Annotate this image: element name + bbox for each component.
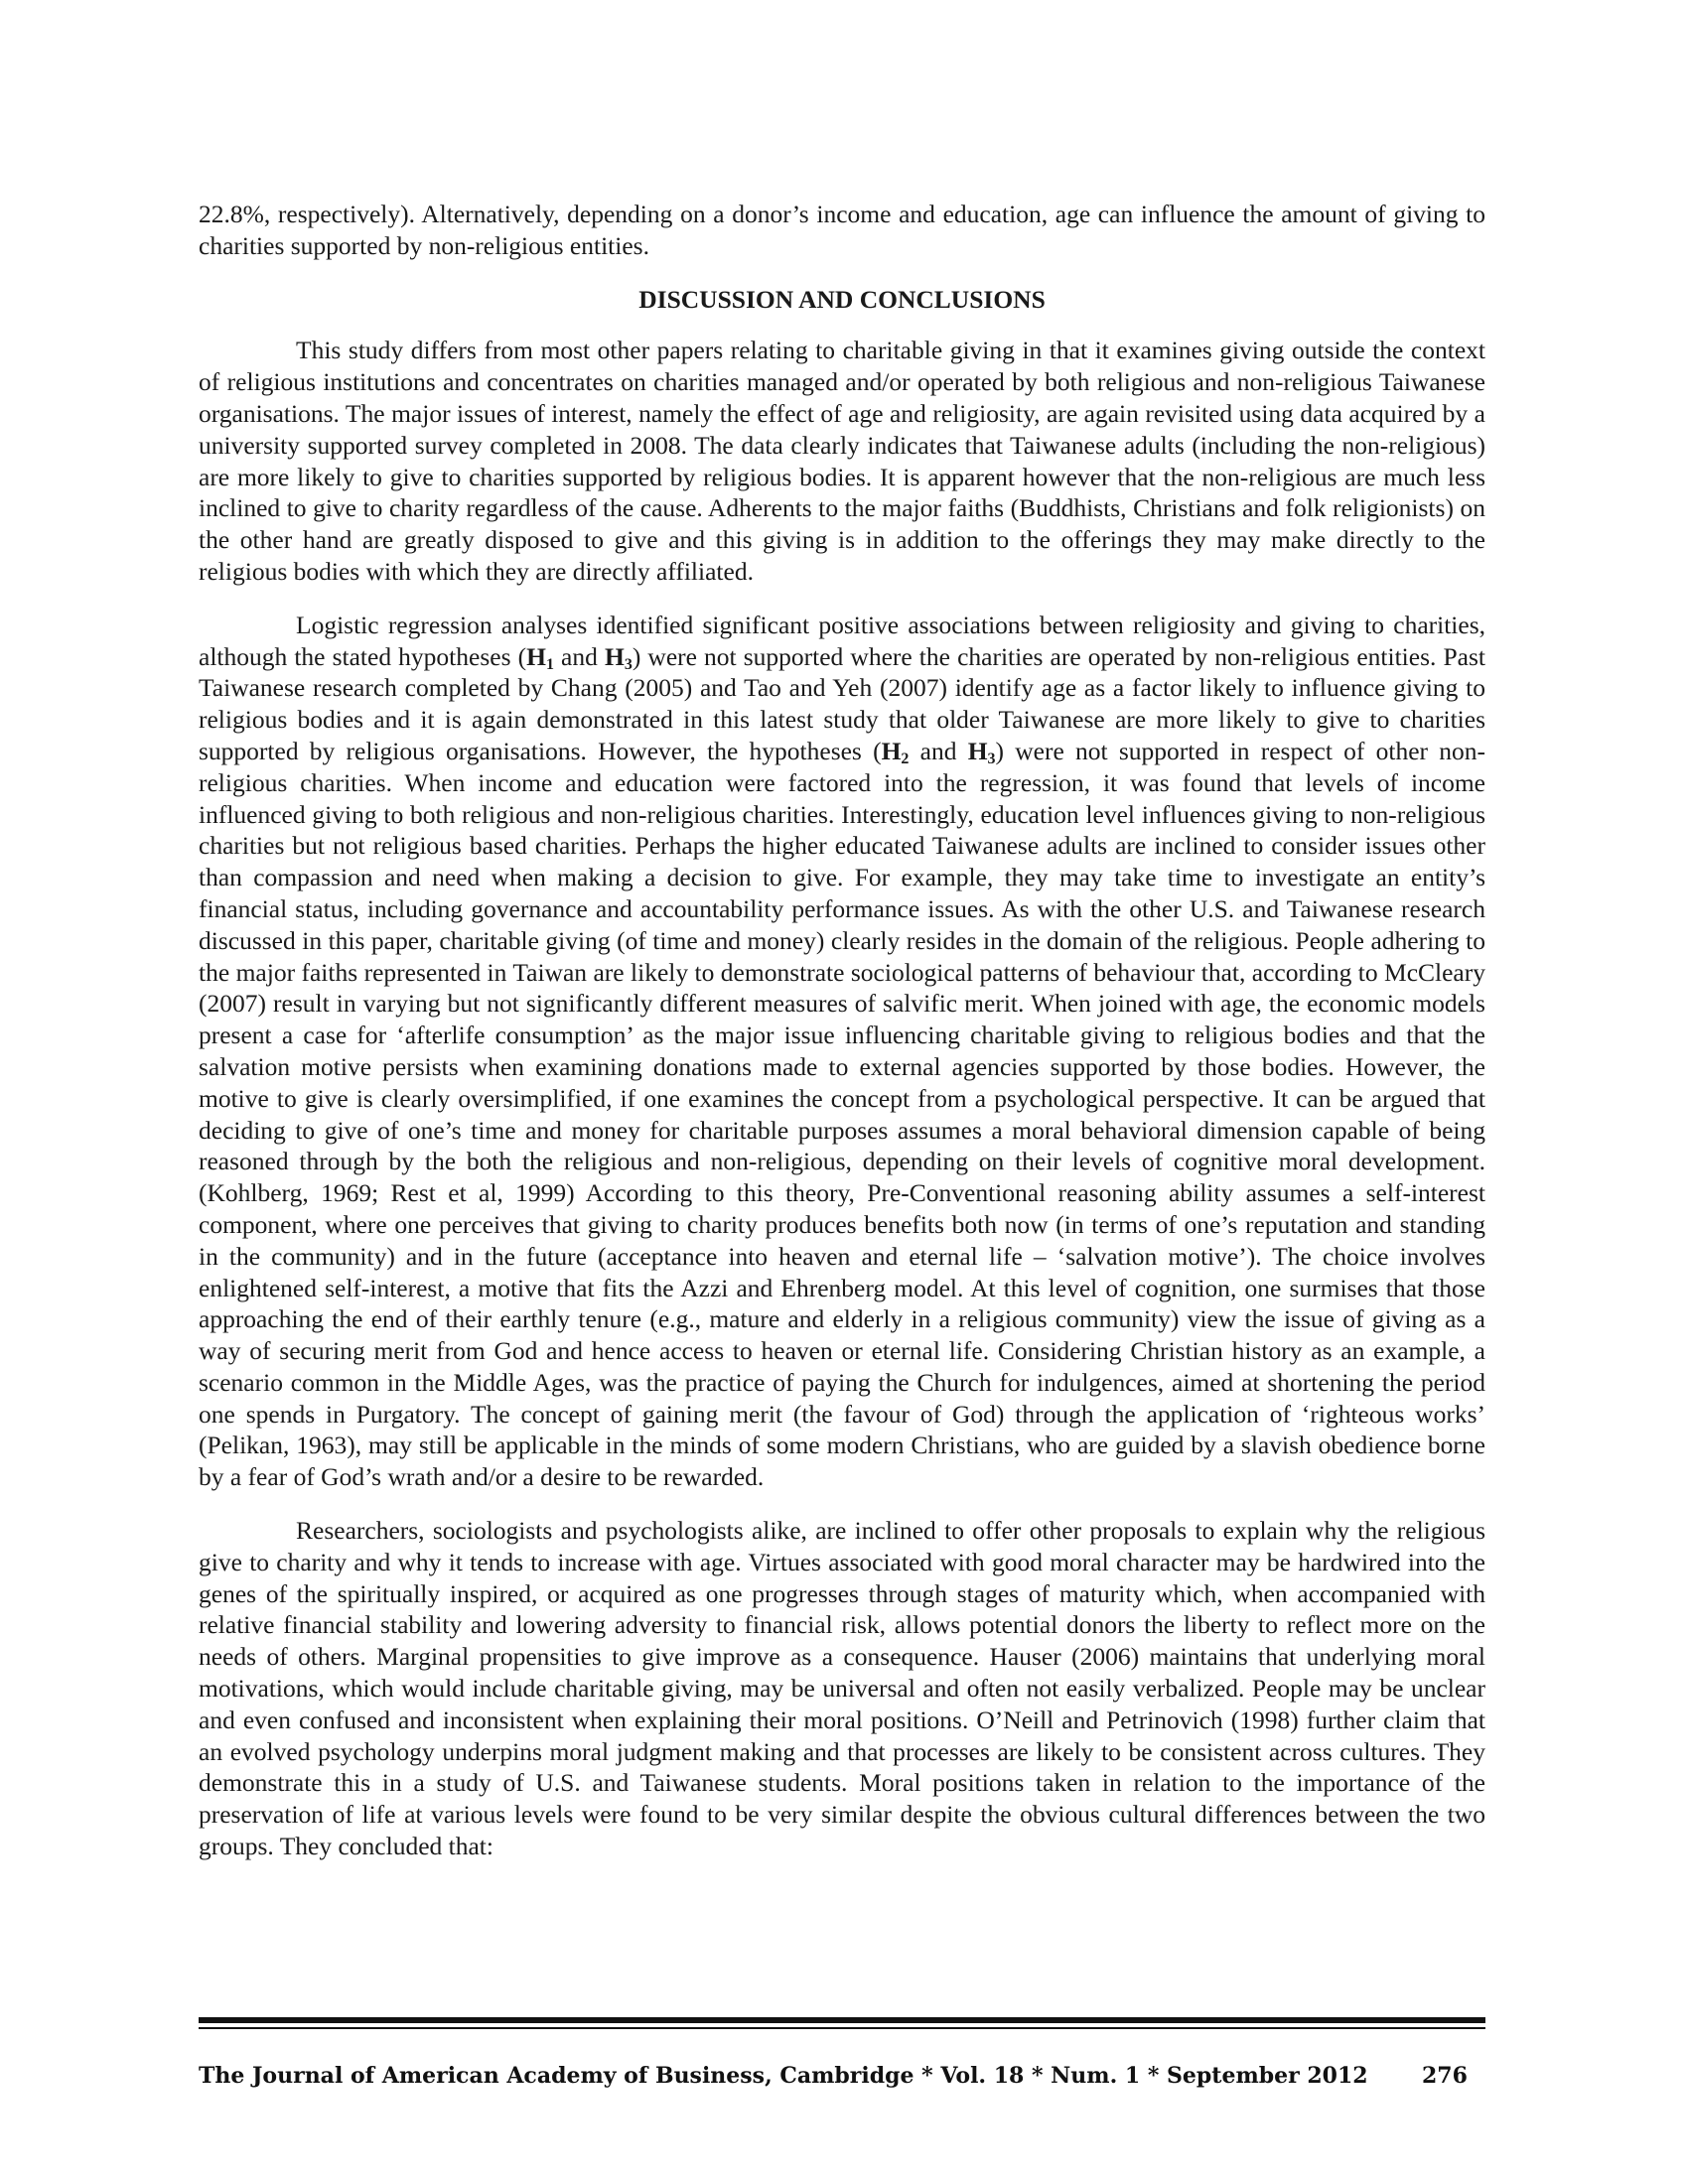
text-run: and (553, 641, 605, 671)
text-run: and (909, 736, 968, 765)
text-run: ) were not supported where the charities are operated by non-religious entities. Past Taiwanese research completed by Chang (2005) and Tao and Yeh (2007) identify age as a factor likely to influence giving to religious bodies and it is again demonstrated in this latest study that older Taiwanese are more likely to give to charities supported by religious organisations. However, the hypotheses ( (199, 641, 1485, 765)
hypothesis-h3-second (968, 737, 996, 765)
hypothesis-letter: H (526, 641, 546, 671)
hypothesis-letter: H (881, 736, 902, 765)
hypothesis-subscript: 1 (545, 655, 554, 673)
hypothesis-h2 (882, 737, 910, 765)
text-run: Logistic regression analyses identified significant positive associations between religiosity and giving to charities, although the stated hypotheses ( (199, 610, 1485, 671)
hypothesis-subscript: 3 (624, 655, 633, 673)
section-heading: DISCUSSION AND CONCLUSIONS (638, 284, 1046, 314)
article-body (199, 199, 1485, 1884)
page-number: 276 (1422, 2063, 1468, 2089)
hypothesis-subscript: 2 (901, 750, 910, 767)
paragraph-discussion-3: Researchers, sociologists and psychologists alike, are inclined to offer other proposals to explain why the religious give to charity and why it tends to increase with age. Virtues associated with good moral character may be hardwired into the genes of the spiritually inspired, or acquired as one progresses through stages of maturity which, when accompanied with relative financial stability and lowering adversity to financial risk, allows potential donors the liberty to reflect more on the needs of others. Marginal propensities to give improve as a consequence. Hauser (2006) maintains that underlying moral motivations, which would include charitable giving, may be universal and often not easily verbalized. People may be unclear and even confused and inconsistent when explaining their moral positions. O’Neill and Petrinovich (1998) further claim that an evolved psychology underpins moral judgment making and that processes are likely to be consistent across cultures. They demonstrate this in a study of U.S. and Taiwanese students. Moral positions taken in relation to the importance of the preservation of life at various levels were found to be very similar despite the obvious cultural differences between the two groups. They concluded that: (199, 1516, 1485, 1861)
hypothesis-h3 (605, 642, 633, 671)
footer-rule-thin (199, 2027, 1485, 2029)
hypothesis-letter: H (967, 736, 988, 765)
hypothesis-subscript: 3 (987, 750, 996, 767)
footer-rule-thick (199, 2017, 1485, 2023)
text-run: ) were not supported in respect of other non-religious charities. When income and education were factored into the regression, it was found that levels of income influenced giving to both religious and non-religious charities. Interestingly, education level influences giving to non-religious charities but not religious based charities. Perhaps the higher educated Taiwanese adults are inclined to consider issues other than compassion and need when making a decision to give. For example, they may take time to investigate an entity’s financial status, including governance and accountability performance issues. As with the other U.S. and Taiwanese research discussed in this paper, charitable giving (of time and money) clearly resides in the domain of the religious. People adhering to the major faiths represented in Taiwan are likely to demonstrate sociological patterns of behaviour that, according to McCleary (2007) result in varying but not significantly different measures of salvific merit. When joined with age, the economic models present a case for ‘afterlife consumption’ as the major issue influencing charitable giving to religious bodies and that the salvation motive persists when examining donations made to external agencies supported by those bodies. However, the motive to give is clearly oversimplified, if one examines the concept from a psychological perspective. It can be argued that deciding to give of one’s time and money for charitable purposes assumes a moral behavioral dimension capable of being reasoned through by the both the religious and non-religious, depending on their levels of cognitive moral development. (Kohlberg, 1969; Rest et al, 1999) According to this theory, Pre-Conventional reasoning ability assumes a self-interest component, where one perceives that giving to charity produces benefits both now (in terms of one’s reputation and standing in the community) and in the future (acceptance into heaven and eternal life – ‘salvation motive’). The choice involves enlightened self-interest, a motive that fits the Azzi and Ehrenberg model. At this level of cognition, one surmises that those approaching the end of their earthly tenure (e.g., mature and elderly in a religious community) view the issue of giving as a way of securing merit from God and hence access to heaven or eternal life. Considering Christian history as an example, a scenario common in the Middle Ages, was the practice of paying the Church for indulgences, aimed at shortening the period one spends in Purgatory. The concept of gaining merit (the favour of God) through the application of ‘righteous works’ (Pelikan, 1963), may still be applicable in the minds of some modern Christians, who are guided by a slavish obedience borne by a fear of God’s wrath and/or a desire to be rewarded. (199, 736, 1485, 1492)
paragraph-discussion-1: This study differs from most other papers relating to charitable giving in that it examines giving outside the context of religious institutions and concentrates on charities managed and/or operated by both religious and non-religious Taiwanese organisations. The major issues of interest, namely the effect of age and religiosity, are again revisited using data acquired by a university supported survey completed in 2008. The data clearly indicates that Taiwanese adults (including the non-religious) are more likely to give to charities supported by religious bodies. It is apparent however that the non-religious are much less inclined to give to charity regardless of the cause. Adherents to the major faiths (Buddhists, Christians and folk religionists) on the other hand are greatly disposed to give and this giving is in addition to the offerings they may make directly to the religious bodies with which they are directly affiliated. (199, 336, 1485, 586)
paragraph-continued: 22.8%, respectively). Alternatively, depending on a donor’s income and education, age can influence the amount of giving to charities supported by non-religious entities. (199, 200, 1485, 260)
hypothesis-letter: H (604, 641, 625, 671)
paragraph-discussion-2 (199, 610, 1485, 1493)
footer-journal-citation: The Journal of American Academy of Business, Cambridge * Vol. 18 * Num. 1 * September 2012 (199, 2063, 1368, 2089)
hypothesis-h1 (526, 642, 554, 671)
